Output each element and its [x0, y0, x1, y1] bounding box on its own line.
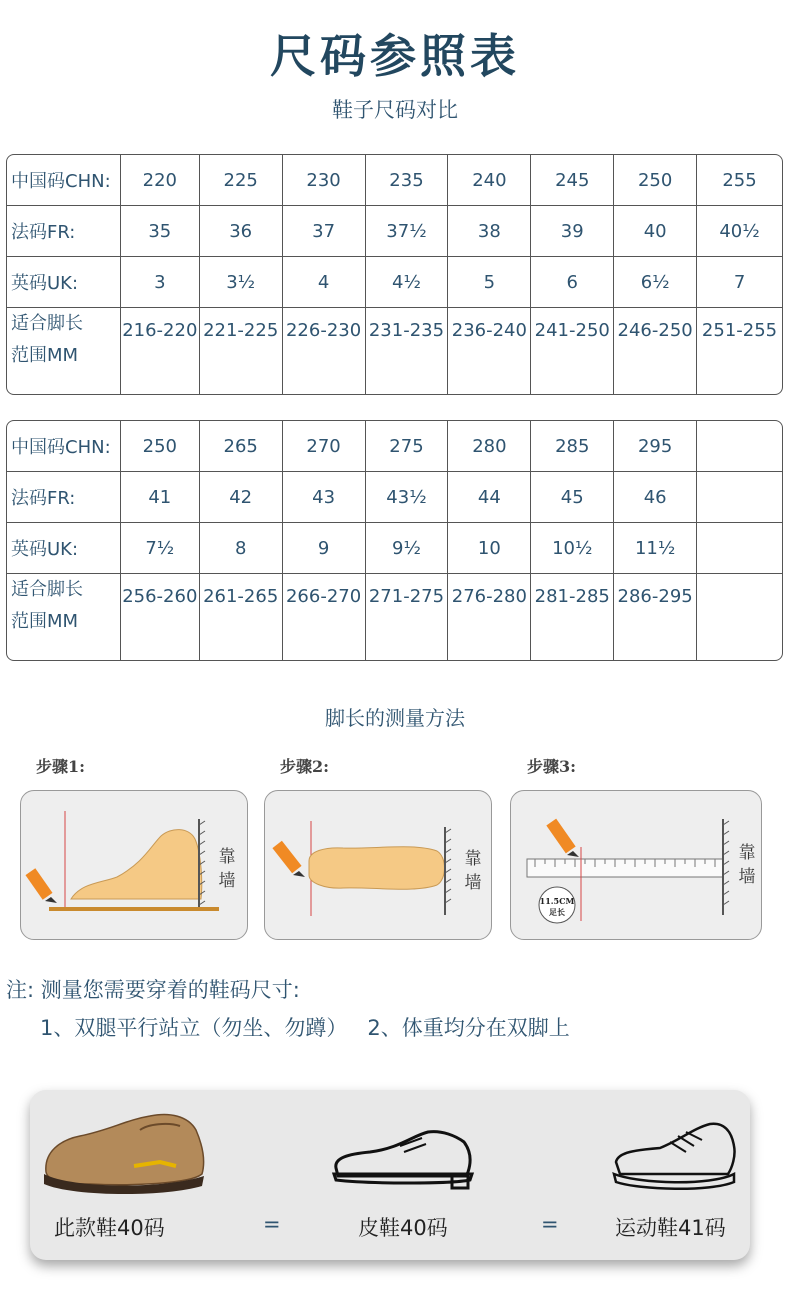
table-cell: 45: [530, 472, 613, 522]
row-label: 中国码CHN:: [11, 437, 111, 458]
row-label-line: 范围MM: [11, 611, 79, 632]
table-cell: 37: [282, 206, 365, 256]
table-cell: 4: [282, 257, 365, 307]
table-cell: 255: [696, 155, 782, 205]
table-row: [7, 574, 782, 660]
table-cell: 230: [282, 155, 365, 205]
table-cell: 10: [447, 523, 530, 573]
table-cell: 246-250: [613, 308, 696, 394]
table-cell: 240: [447, 155, 530, 205]
table-cell: 37½: [365, 206, 448, 256]
table-cell: 46: [613, 472, 696, 522]
table-cell: 5: [447, 257, 530, 307]
step-2-illustration: [264, 790, 492, 940]
table-cell: [696, 574, 782, 660]
table-cell: 250: [120, 421, 199, 471]
table-cell: 43½: [365, 472, 448, 522]
table-cell: 35: [120, 206, 199, 256]
table-cell: 40: [613, 206, 696, 256]
table-cell: 270: [282, 421, 365, 471]
table-cell: 281-285: [530, 574, 613, 660]
table-cell: 221-225: [199, 308, 282, 394]
wall-label: 靠墙: [738, 843, 756, 887]
table-row: [7, 206, 782, 257]
table-cell: 3½: [199, 257, 282, 307]
table-cell: 285: [530, 421, 613, 471]
table-cell: 43: [282, 472, 365, 522]
table-cell: 280: [447, 421, 530, 471]
pencil-icon: [25, 868, 57, 903]
method-title: 脚长的测量方法: [325, 706, 465, 730]
table-cell: 3: [120, 257, 199, 307]
table-cell: 271-275: [365, 574, 448, 660]
comparison-item: 运动鞋41码: [615, 1216, 726, 1240]
table-cell: 42: [199, 472, 282, 522]
table-cell: 250: [613, 155, 696, 205]
table-cell: 40½: [696, 206, 782, 256]
pencil-icon: [546, 819, 579, 857]
step-3-label: 步骤3:: [527, 757, 577, 776]
table-cell: 6½: [613, 257, 696, 307]
equals-sign: =: [263, 1212, 281, 1236]
table-cell: 4½: [365, 257, 448, 307]
table-cell: 6: [530, 257, 613, 307]
table-cell: 245: [530, 155, 613, 205]
comparison-item: 皮鞋40码: [358, 1216, 448, 1240]
step-1-label: 步骤1:: [36, 757, 86, 776]
table-cell: 216-220: [120, 308, 199, 394]
table-cell: 261-265: [199, 574, 282, 660]
measure-value: 11.5CM: [539, 896, 575, 906]
table-cell: 236-240: [447, 308, 530, 394]
table-cell: 241-250: [530, 308, 613, 394]
leather-shoe-icon: [334, 1132, 472, 1188]
table-row: [7, 421, 782, 472]
table-cell: 235: [365, 155, 448, 205]
row-label-line: 范围MM: [11, 345, 79, 366]
table-cell: 7: [696, 257, 782, 307]
table-cell: 7½: [120, 523, 199, 573]
table-cell: 275: [365, 421, 448, 471]
table-cell: 39: [530, 206, 613, 256]
row-label: 法码FR:: [11, 488, 76, 509]
table-cell: 36: [199, 206, 282, 256]
table-cell: 8: [199, 523, 282, 573]
foot-top-illustration: [265, 791, 492, 940]
table-cell: [696, 523, 782, 573]
table-cell: 9: [282, 523, 365, 573]
table-cell: 226-230: [282, 308, 365, 394]
table-row: [7, 257, 782, 308]
measure-caption: 足长: [549, 907, 565, 917]
row-label-line: 适合脚长: [11, 579, 83, 600]
table-cell: 9½: [365, 523, 448, 573]
table-cell: 231-235: [365, 308, 448, 394]
page-subtitle: 鞋子尺码对比: [332, 98, 458, 122]
sneaker-icon: [614, 1124, 735, 1189]
table-row: [7, 308, 782, 394]
comparison-item: 此款鞋40码: [54, 1216, 165, 1240]
row-label: 英码UK:: [11, 273, 79, 294]
pencil-icon: [272, 841, 305, 877]
table-row: [7, 155, 782, 206]
work-shoe-icon: [44, 1115, 204, 1195]
row-label: 中国码CHN:: [11, 171, 111, 192]
row-label: 法码FR:: [11, 222, 76, 243]
table-cell: 265: [199, 421, 282, 471]
table-cell: 256-260: [120, 574, 199, 660]
equals-sign: =: [541, 1212, 559, 1236]
note-title: 注: 测量您需要穿着的鞋码尺寸:: [6, 978, 300, 1002]
table-cell: 286-295: [613, 574, 696, 660]
note-items: 1、双腿平行站立（勿坐、勿蹲） 2、体重均分在双脚上: [40, 1016, 570, 1040]
step-2-label: 步骤2:: [280, 757, 330, 776]
table-cell: 295: [613, 421, 696, 471]
size-table-1: [6, 154, 783, 395]
table-cell: 11½: [613, 523, 696, 573]
row-label: 英码UK:: [11, 539, 79, 560]
table-cell: 38: [447, 206, 530, 256]
table-row: [7, 472, 782, 523]
table-cell: 225: [199, 155, 282, 205]
foot-side-illustration: [21, 791, 248, 940]
row-label-line: 适合脚长: [11, 313, 83, 334]
table-cell: 266-270: [282, 574, 365, 660]
table-cell: 251-255: [696, 308, 782, 394]
table-cell: 44: [447, 472, 530, 522]
step-1-illustration: [20, 790, 248, 940]
step-3-illustration: [510, 790, 762, 940]
table-cell: [696, 472, 782, 522]
wall-label: 靠墙: [218, 847, 236, 891]
wall-label: 靠墙: [464, 849, 482, 893]
table-cell: 10½: [530, 523, 613, 573]
row-label: [7, 308, 120, 394]
table-row: [7, 523, 782, 574]
table-cell: 41: [120, 472, 199, 522]
row-label: [7, 574, 120, 660]
table-cell: 220: [120, 155, 199, 205]
table-cell: 276-280: [447, 574, 530, 660]
table-cell: [696, 421, 782, 471]
page-title: 尺码参照表: [270, 29, 520, 83]
size-table-2: [6, 420, 783, 661]
